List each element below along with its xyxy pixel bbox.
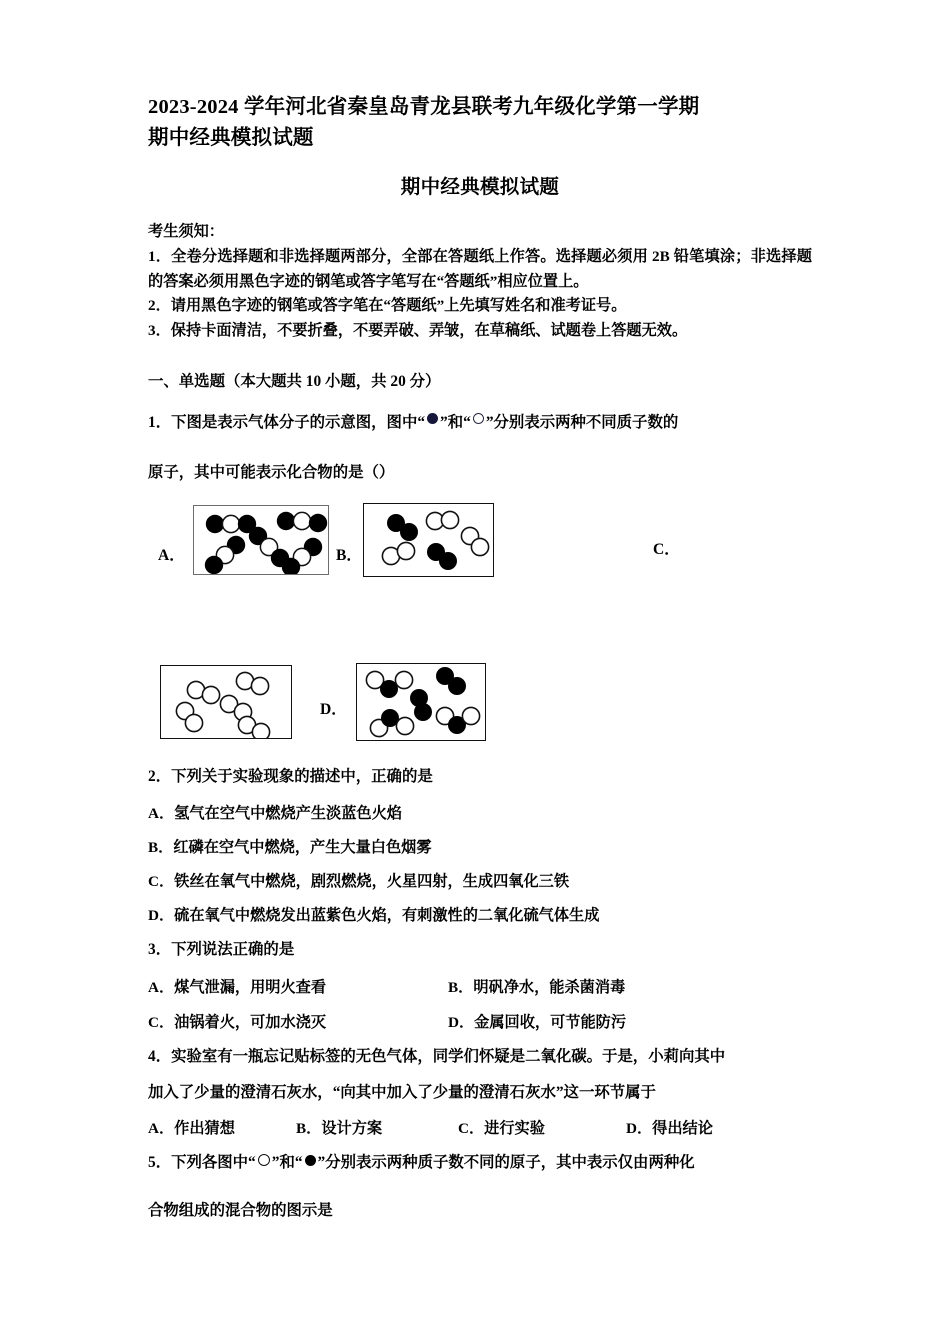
page-subtitle: 期中经典模拟试题 (400, 177, 560, 199)
question-1-stem-part3: ”分别表示两种不同质子数的 (485, 414, 679, 432)
question-1-stem-part1: 1．下图是表示气体分子的示意图，图中“ (148, 414, 426, 432)
question-4-option-c: C．进行实验 (458, 1119, 545, 1137)
option-b-molecule-box (363, 503, 494, 577)
question-2-option-c: C．铁丝在氧气中燃烧，剧烈燃烧，火星四射，生成四氧化三铁 (148, 873, 570, 891)
question-3-option-b: B．明矾净水，能杀菌消毒 (448, 978, 626, 996)
question-4-option-a: A．作出猜想 (148, 1119, 235, 1137)
option-d-molecule-svg (357, 664, 485, 740)
option-a-molecule-box (193, 505, 329, 575)
notice-heading: 考生须知： (148, 223, 224, 241)
page-content (148, 0, 812, 1222)
question-3-options-row1 (148, 976, 812, 997)
question-5-stem-line2: 合物组成的混合物的图示是 (148, 1201, 333, 1219)
option-c-label: C． (653, 541, 680, 559)
option-a-label: A． (158, 547, 185, 565)
option-b-molecule-svg (364, 504, 493, 576)
filled-circle-icon (305, 1155, 316, 1166)
question-2-stem: 2．下列关于实验现象的描述中，正确的是 (148, 768, 433, 786)
question-4-stem-line1: 4．实验室有一瓶忘记贴标签的无色气体，同学们怀疑是二氧化碳。于是，小莉向其中 (148, 1047, 726, 1065)
option-c-molecule-box (160, 665, 292, 739)
page-title-line1: 2023-2024 学年河北省秦皇岛青龙县联考九年级化学第一学期 (148, 96, 700, 118)
question-2-option-b: B．红磷在空气中燃烧，产生大量白色烟雾 (148, 839, 432, 857)
question-1-stem-line2: 原子，其中可能表示化合物的是（） (148, 464, 395, 482)
question-3-option-c: C．油锅着火，可加水浇灭 (148, 1013, 327, 1031)
page-title (148, 92, 812, 154)
question-3-option-a: A．煤气泄漏，用明火查看 (148, 978, 327, 996)
option-d-molecule-box (356, 663, 486, 741)
hollow-circle-icon (258, 1154, 270, 1166)
option-b-label: B． (336, 547, 362, 565)
question-5-stem (148, 1151, 812, 1175)
notice-item-2: 2．请用黑色字迹的钢笔或答字笔在“答题纸”上先填写姓名和准考证号。 (148, 297, 627, 315)
notice-item-3: 3．保持卡面清洁，不要折叠，不要弄破、弄皱，在草稿纸、试题卷上答题无效。 (148, 321, 688, 339)
question-3-stem: 3．下列说法正确的是 (148, 941, 295, 959)
hollow-circle-icon (473, 413, 484, 424)
question-1-stem (148, 411, 812, 435)
candidate-notice (148, 220, 812, 343)
question-4-option-b: B．设计方案 (296, 1119, 383, 1137)
question-3-options-row2 (148, 1011, 812, 1032)
option-c-molecule-svg (161, 666, 291, 738)
question-4-option-d: D．得出结论 (626, 1119, 713, 1137)
notice-item-1: 1．全卷分选择题和非选择题两部分，全部在答题纸上作答。选择题必须用 2B 铅笔填涂；非选择题的答案必须用黑色字迹的钢笔或答字笔写在“答题纸”相应位置上。 (148, 247, 812, 290)
option-d-label: D． (320, 701, 347, 719)
question-1-diagrams (148, 497, 812, 765)
question-5-stem-part1: 5．下列各图中“ (148, 1153, 256, 1171)
option-a-molecule-svg (194, 506, 328, 574)
question-3-option-d: D．金属回收，可节能防污 (448, 1013, 627, 1031)
question-2-option-a: A．氢气在空气中燃烧产生淡蓝色火焰 (148, 805, 402, 823)
filled-circle-icon (427, 413, 438, 424)
question-5-stem-part2: ”和“ (271, 1153, 303, 1171)
question-1-stem-part2: ”和“ (440, 414, 471, 432)
question-2-option-d: D．硫在氧气中燃烧发出蓝紫色火焰，有刺激性的二氧化硫气体生成 (148, 907, 600, 925)
section-heading-single-choice: 一、单选题（本大题共 10 小题，共 20 分） (148, 373, 441, 391)
question-4-stem-line2: 加入了少量的澄清石灰水，“向其中加入了少量的澄清石灰水”这一环节属于 (148, 1083, 656, 1101)
question-5-stem-part3: ”分别表示两种质子数不同的原子，其中表示仅由两种化 (317, 1153, 695, 1171)
question-4-options (148, 1117, 812, 1138)
page-title-line2: 期中经典模拟试题 (148, 127, 314, 150)
